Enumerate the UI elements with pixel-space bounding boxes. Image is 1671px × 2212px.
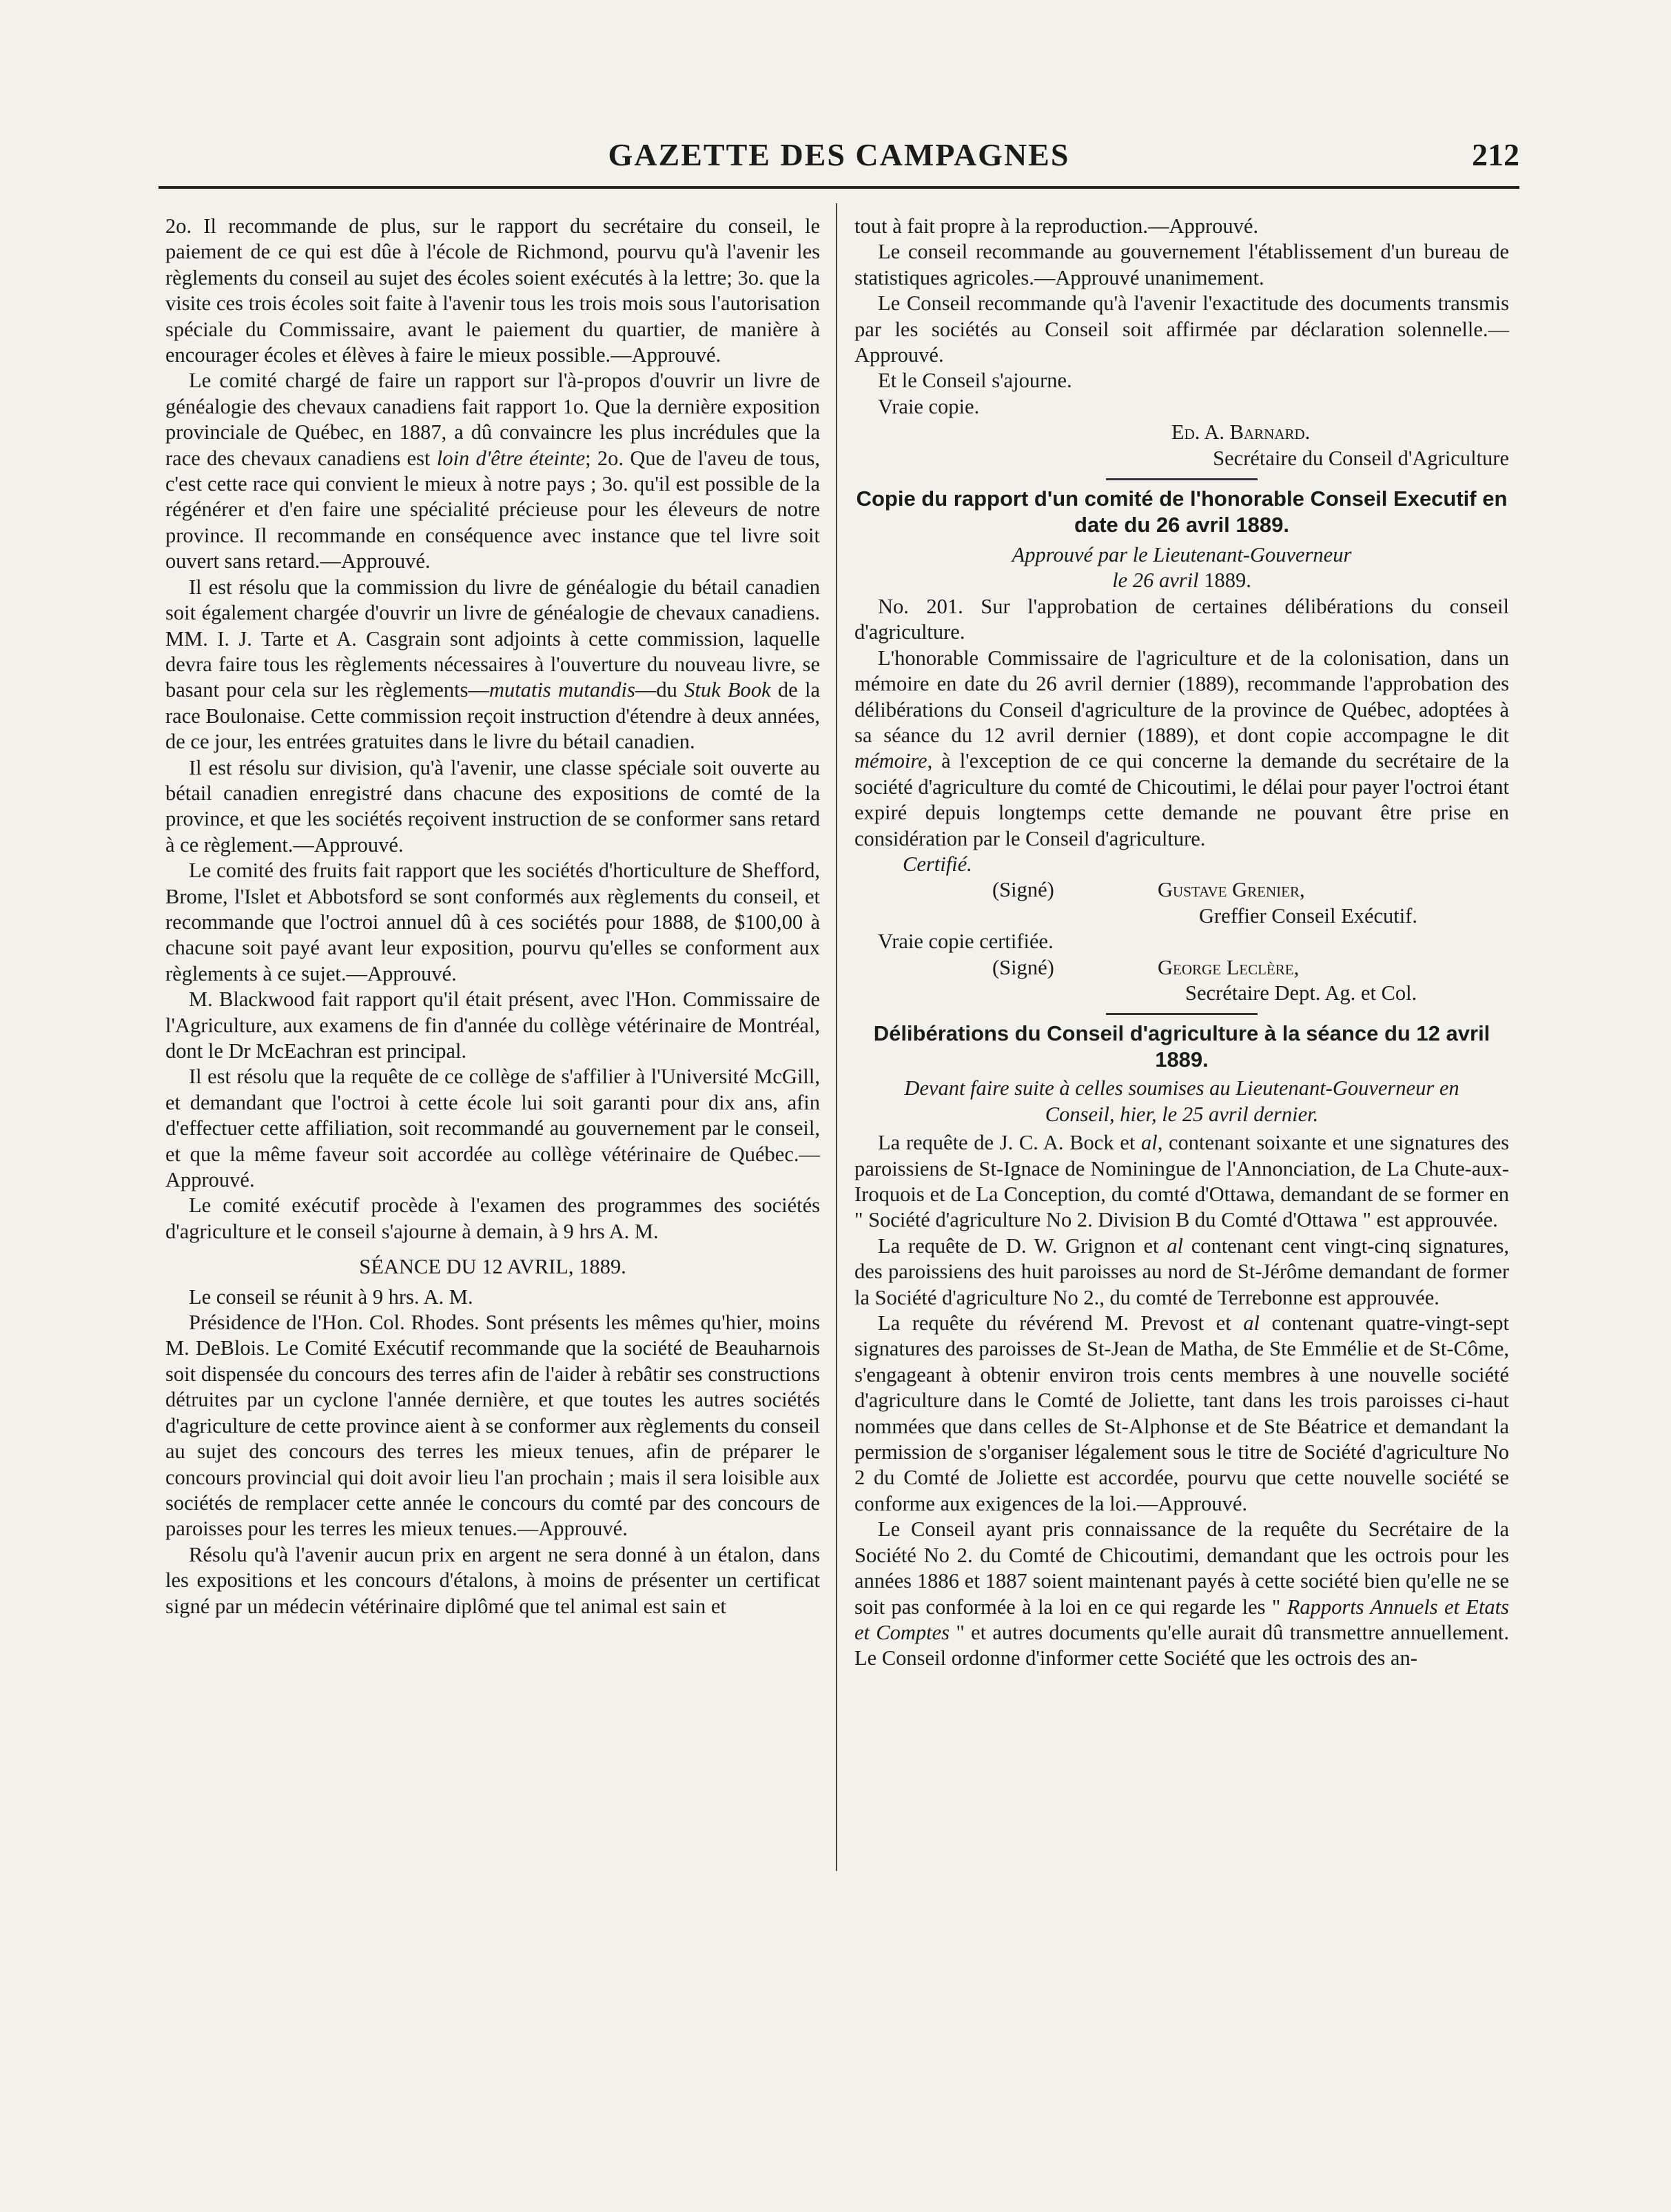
- text-run: " et autres documents qu'elle aurait dû transmettre annuellement. Le Conseil ordonne d'informer cette Société que les octrois des an-: [854, 1620, 1509, 1670]
- text-run: Le comité chargé de faire un rapport sur l'à-propos d'ouvrir un livre de généalogie des chevaux canadiens fait rapport 1o. Que la dernière exposition provinciale de Québec, en 1887, a dû convaincre les plus incrédules que la race des chevaux canadiens est: [165, 369, 820, 470]
- text-run: , contenant soixante et une signatures des paroissiens de St-Ignace de Nominingue de l'Annonciation, de La Chute-aux-Iroquois et de La Conception, du comté d'Ottawa, demandant de se former en " Société d'agriculture No 2. Division B du Comté d'Ottawa " est approuvée.: [854, 1131, 1509, 1232]
- italic-run: Stuk Book: [684, 678, 771, 702]
- paragraph: Le comité des fruits fait rapport que les sociétés d'horticulture de Shefford, Brome, l'Islet et Abbotsford se sont conformés aux règlements du conseil, et recommande que l'octroi annuel dû à ces sociétés pour 1888, de $100,00 à chacune soit payé avant leur exposition, pourvu qu'elles se conforment aux règlements à ce sujet.—Approuvé.: [165, 859, 820, 985]
- paragraph: Le conseil recommande au gouvernement l'établissement d'un bureau de statistiques agricoles.—Approuvé unanimement.: [854, 240, 1509, 289]
- text-run: ; 2o. Que de l'aveu de tous, c'est cette race qui convient le mieux à notre pays ; 3o. qu'il est possible de la régénérer et d'en faire une spécialité précieuse pour les éleveurs de notre province. Il recommande en conséquence avec instance que tel livre soit ouvert sans retard.—Approuvé.: [165, 446, 821, 573]
- paragraph: [854, 1130, 1509, 1233]
- italic-run: al: [1243, 1311, 1260, 1335]
- paragraph: Et le Conseil s'ajourne.: [878, 369, 1072, 393]
- paragraph: Résolu qu'à l'avenir aucun prix en argent ne sera donné à un étalon, dans les expositions et les concours d'étalons, à moins de présenter un certificat signé par un médecin vétérinaire diplômé que tel animal est sain et: [165, 1542, 820, 1618]
- section-rule: [1106, 1013, 1258, 1015]
- signed-label: (Signé): [992, 878, 1054, 902]
- paragraph: Vraie copie certifiée.: [878, 930, 1054, 954]
- italic-run: le 26 avril: [1112, 569, 1199, 593]
- paragraph: Vraie copie.: [878, 394, 980, 418]
- italic-run: Rapports Annuels et Etats et Comptes: [854, 1595, 1510, 1644]
- text-run: —du: [635, 678, 685, 702]
- italic-run: al: [1140, 1131, 1158, 1155]
- paragraph: [165, 575, 820, 755]
- paragraph: [854, 646, 1509, 852]
- certified-label: Certifié.: [903, 852, 972, 876]
- approval-date: [854, 568, 1509, 593]
- signer-title: Greffier Conseil Exécutif.: [1199, 903, 1418, 928]
- paragraph: Le comité exécutif procède à l'examen des programmes des sociétés d'agriculture et le conseil s'ajourne à demain, à 9 hrs A. M.: [165, 1194, 820, 1243]
- paragraph: [854, 1517, 1509, 1671]
- page-number: 212: [1472, 137, 1519, 172]
- header-rule: [158, 186, 1519, 189]
- paragraph: Le conseil se réunit à 9 hrs. A. M.: [189, 1284, 473, 1309]
- signer-name: George Leclère,: [1158, 955, 1300, 979]
- paragraph: Il est résolu que la requête de ce collège de s'affilier à l'Université McGill, et demandant que l'octroi à cette école lui soit garanti pour dix ans, afin d'effectuer cette affiliation, soit recommandé au gouvernement par le conseil, et que la même faveur soit accordée au collège vétérinaire de Québec.—Approuvé.: [165, 1065, 820, 1192]
- signature-row: [854, 877, 1509, 903]
- paragraph: [854, 1311, 1509, 1517]
- paragraph: [854, 1233, 1509, 1311]
- paragraph: No. 201. Sur l'approbation de certaines délibérations du conseil d'agriculture.: [854, 594, 1509, 644]
- paragraph: 2o. Il recommande de plus, sur le rapport du secrétaire du conseil, le paiement de ce qui est dûe à l'école de Richmond, pourvu qu'à l'avenir les règlements du conseil au sujet des écoles soient exécutés à la lettre; 3o. que la visite ces trois écoles soit faite à l'avenir tous les trois mois sous l'autorisation spéciale du Commissaire, avant le paiement du quartier, de manière à encourager écoles et élèves à faire le mieux possible.—Approuvé.: [165, 214, 820, 367]
- paragraph: tout à fait propre à la reproduction.—Approuvé.: [854, 214, 1259, 238]
- text-run: , à l'exception de ce qui concerne la demande du secrétaire de la société d'agriculture du comté de Chicoutimi, le délai pour payer l'octroi étant expiré depuis longtemps cette demande ne pouvant être prise en considération par le Conseil d'agriculture.: [854, 749, 1509, 850]
- paragraph: [165, 368, 820, 574]
- signer-name: Gustave Grenier,: [1158, 878, 1305, 902]
- masthead-title: GAZETTE DES CAMPAGNES: [608, 137, 1070, 172]
- paragraph: Le Conseil recommande qu'à l'avenir l'exactitude des documents transmis par les sociétés au Conseil soit affirmée par déclaration solennelle.—Approuvé.: [854, 291, 1509, 367]
- text-run: Le Conseil ayant pris connaissance de la requête du Secrétaire de la Société No 2. du Comté de Chicoutimi, demandant que les octrois pour les années 1886 et 1887 soient maintenant payés à cette société bien qu'elle ne se soit pas conformée à la loi en ce qui regarde les ": [854, 1517, 1509, 1619]
- text-run: 1889.: [1198, 569, 1251, 593]
- column-divider: [836, 203, 837, 1871]
- signature-title: Secrétaire du Conseil d'Agriculture: [1213, 446, 1509, 470]
- page-header: [158, 136, 1519, 178]
- text-run: La requête de J. C. A. Bock et: [878, 1131, 1141, 1155]
- signed-label: (Signé): [992, 955, 1054, 979]
- signer-title: Secrétaire Dept. Ag. et Col.: [1185, 981, 1417, 1005]
- italic-run: loin d'être éteinte: [436, 446, 586, 470]
- subheading: Devant faire suite à celles soumises au Lieutenant-Gouverneur en Conseil, hier, le 25 avril dernier.: [904, 1076, 1459, 1126]
- text-run: contenant cent vingt-cinq signatures, des paroissiens des huit paroisses au nord de St-Jérôme demandant de former la Société d'agriculture No 2., du comté de Terrebonne est approuvée.: [854, 1233, 1509, 1309]
- left-column: [165, 214, 820, 1619]
- section-heading: SÉANCE DU 12 AVRIL, 1889.: [359, 1255, 626, 1279]
- paragraph: Présidence de l'Hon. Col. Rhodes. Sont présents les mêmes qu'hier, moins M. DeBlois. Le Comité Exécutif recommande que la société de Beauharnois soit dispensée du concours des terres afin de l'aider à rebâtir ses constructions détruites par un cyclone l'année dernière, et que toutes les autres sociétés d'agriculture de cette province aient à se conformer aux règlements du conseil au sujet des concours des terres les mieux tenues, afin de préparer le concours provincial qui doit avoir lieu l'an prochain ; mais il sera loisible aux sociétés de remplacer cette année le concours du comté par des concours de paroisses pour les terres les mieux tenues.—Approuvé.: [165, 1311, 820, 1541]
- section-heading: Copie du rapport d'un comité de l'honorable Conseil Executif en date du 26 avril 1889.: [856, 487, 1508, 537]
- signature-row: [854, 955, 1509, 981]
- text-run: de la race Boulonaise. Cette commission reçoit instruction d'étendre à deux années, de ce jour, les entrées gratuites dans le livre du bétail canadien.: [165, 678, 820, 754]
- paragraph: Il est résolu sur division, qu'à l'avenir, une classe spéciale soit ouverte au bétail canadien enregistré dans chacune des expositions de comté de la province, et que les sociétés reçoivent instruction de se conformer sans retard à ce règlement.—Approuvé.: [165, 755, 820, 857]
- paragraph: M. Blackwood fait rapport qu'il était présent, avec l'Hon. Commissaire de l'Agriculture, aux examens de fin d'année du collège vétérinaire de Montréal, dont le Dr McEachran est principal.: [165, 987, 820, 1063]
- text-run: Il est résolu que la commission du livre de généalogie du bétail canadien soit également chargée d'ouvrir un livre de généalogie de chevaux canadiens. MM. I. J. Tarte et A. Casgrain sont adjoints à cette commission, laquelle devra faire tous les règlements nécessaires à l'ouverture du nouveau livre, se basant pour cela sur les règlements—: [165, 575, 820, 702]
- text-run: La requête du révérend M. Prevost et: [878, 1311, 1244, 1335]
- italic-run: mémoire: [854, 749, 927, 773]
- italic-run: al: [1167, 1233, 1183, 1258]
- section-heading: Délibérations du Conseil d'agriculture à la séance du 12 avril 1889.: [873, 1021, 1490, 1072]
- section-rule: [1106, 478, 1258, 480]
- italic-run: mutatis mutandis: [489, 678, 635, 702]
- text-run: contenant quatre-vingt-sept signatures des paroisses de St-Jean de Matha, de Ste Emmélie et de St-Côme, s'engageant à obtenir environ trois cents membres à une nouvelle société d'agriculture dans le Comté de Joliette, tant dans les trois paroisses ci-haut nommées que dans celles de St-Alphonse et de Ste Béatrice et demandant la permission de s'organiser légalement sous le titre de Société d'agriculture No 2 du Comté de Joliette est accordée, pourvu que cette nouvelle société se conforme aux exigences de la loi.—Approuvé.: [854, 1311, 1509, 1515]
- signature-name: Ed. A. Barnard.: [1171, 420, 1311, 444]
- text-run: L'honorable Commissaire de l'agriculture et de la colonisation, dans un mémoire en date du 26 avril dernier (1889), recommande l'approbation des délibérations du Conseil d'agriculture de la province de Québec, adoptées à sa séance du 12 avril dernier (1889), et dont copie accompagne le dit: [854, 646, 1509, 747]
- approval-line: Approuvé par le Lieutenant-Gouverneur: [1012, 543, 1352, 567]
- right-column: [854, 214, 1509, 1672]
- text-run: La requête de D. W. Grignon et: [878, 1233, 1167, 1258]
